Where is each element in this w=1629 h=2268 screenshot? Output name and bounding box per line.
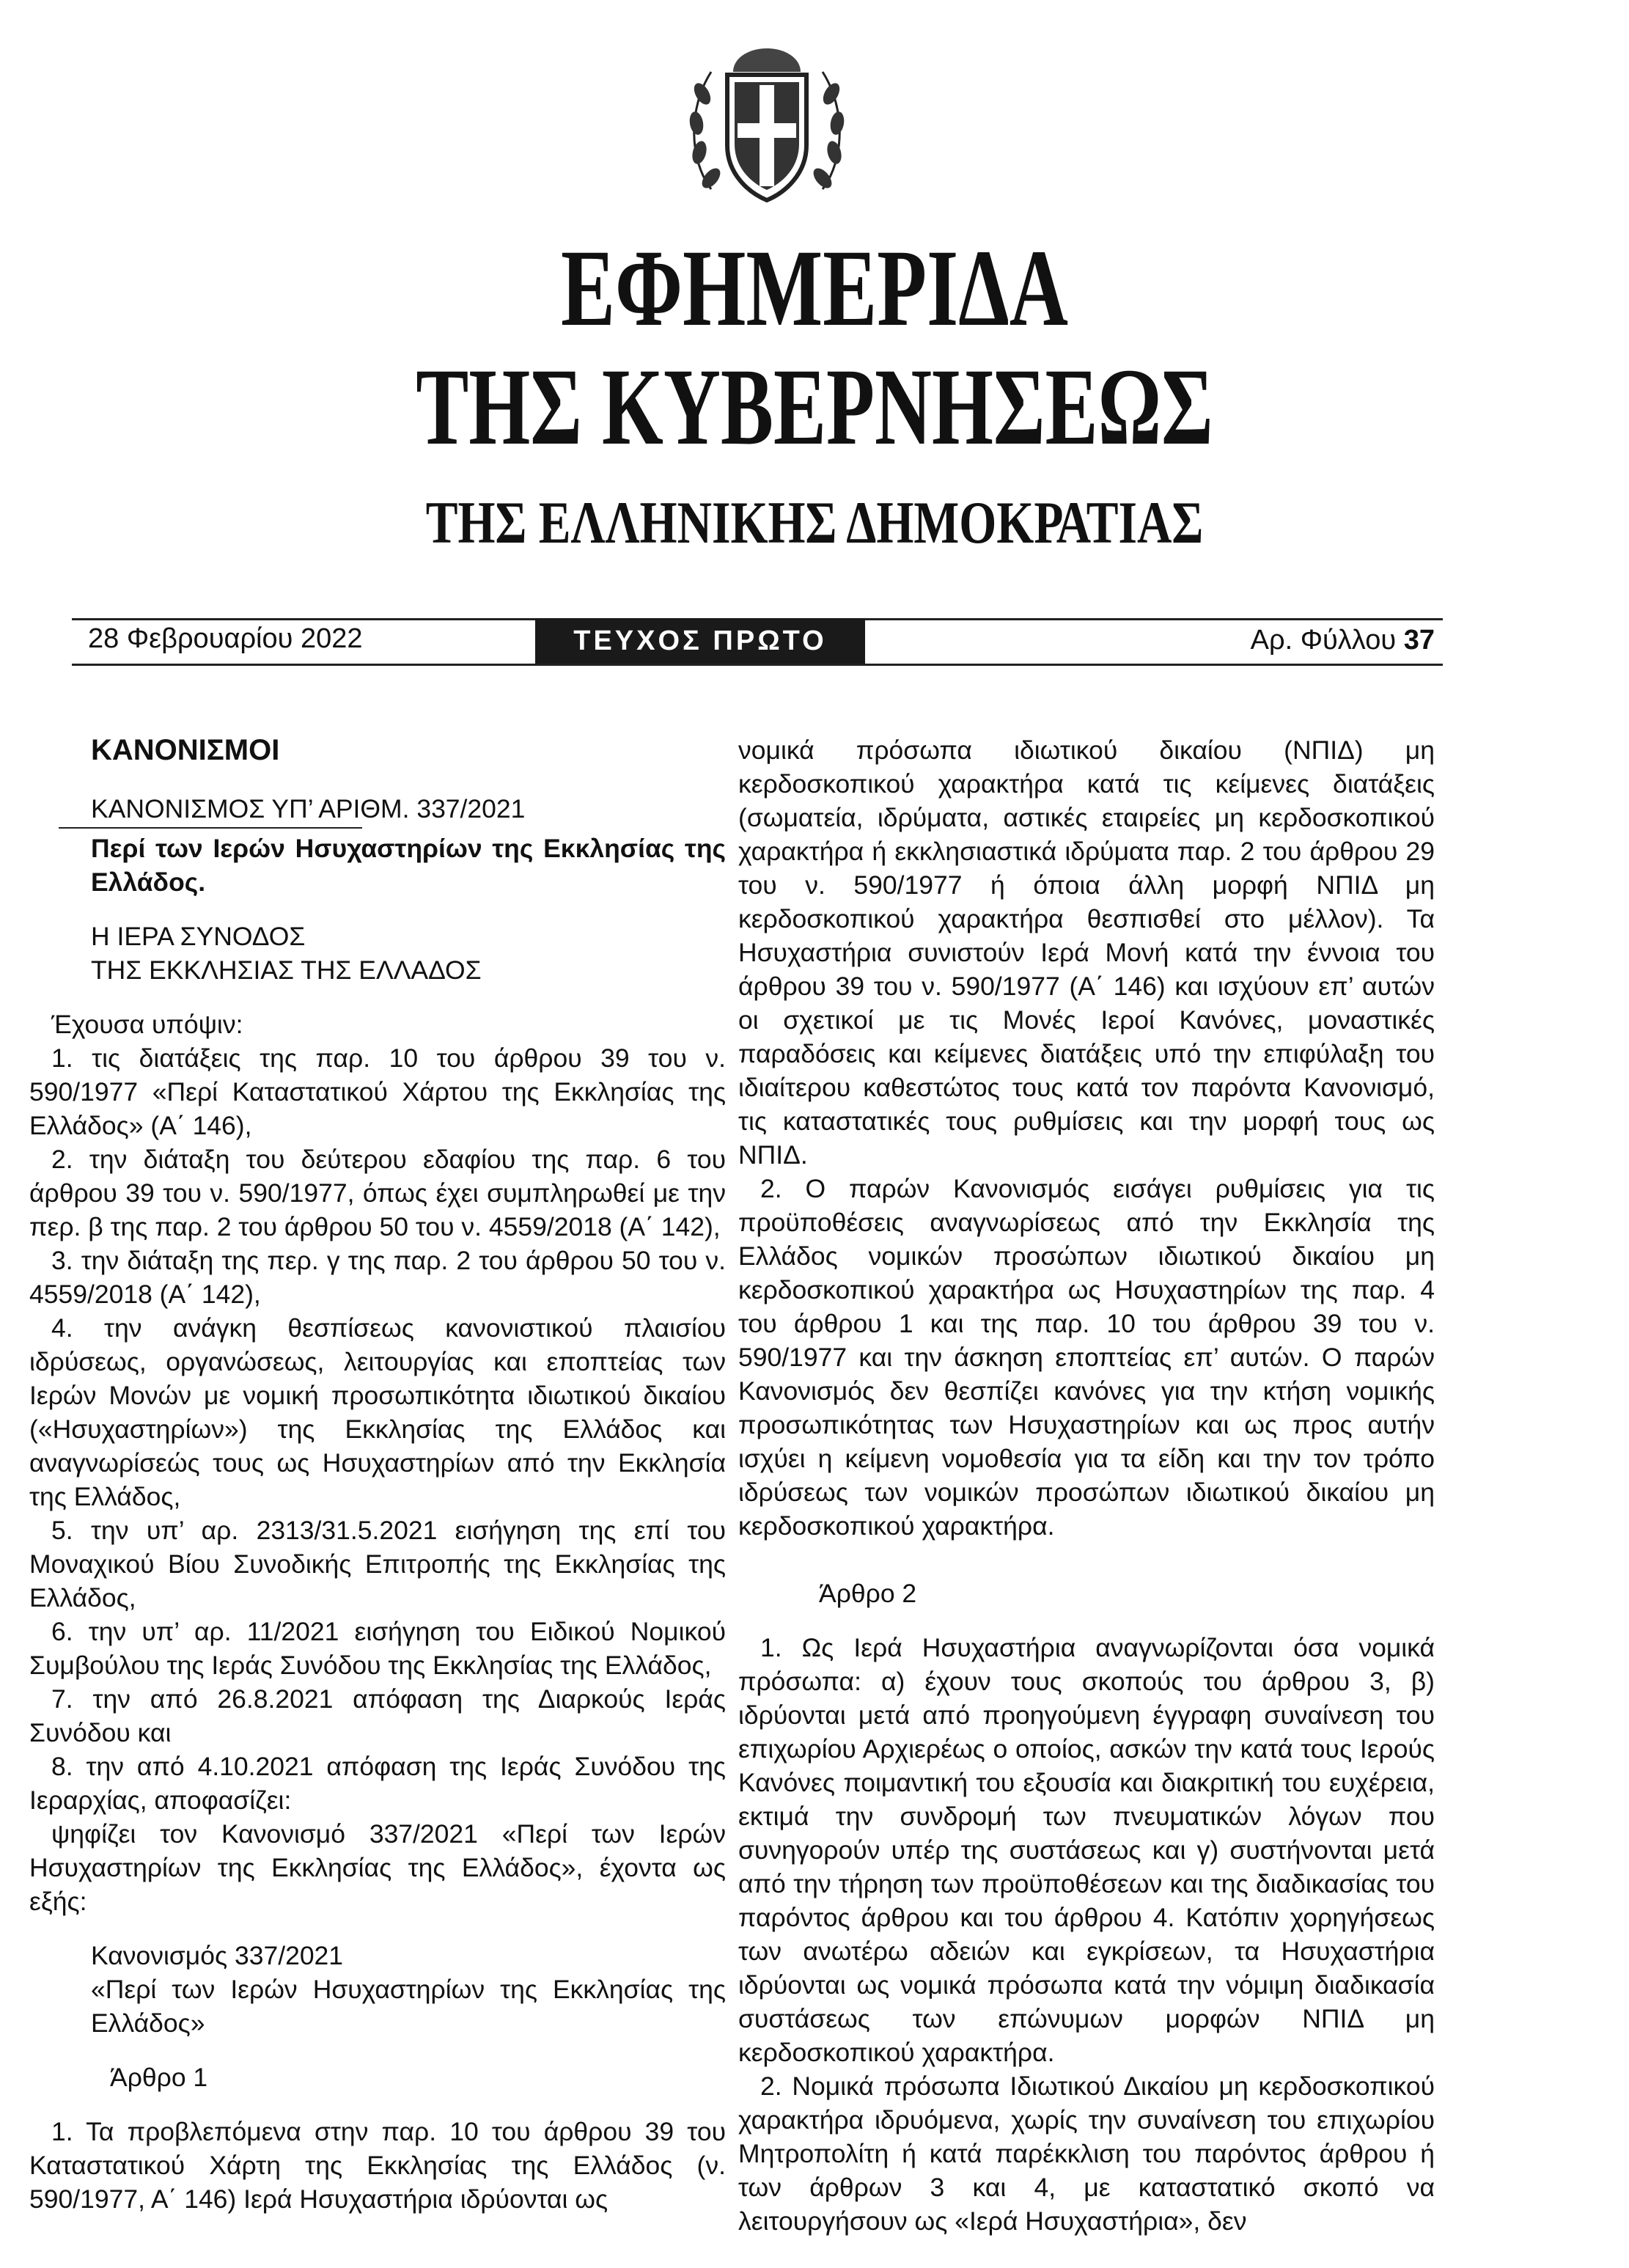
- considering-item-8: 8. την από 4.10.2021 απόφαση της Ιεράς Συνόδου της Ιεραρχίας, αποφασίζει:: [29, 1752, 726, 1815]
- issue-bar-bottom-rule: [72, 664, 1443, 666]
- article-1-paragraph-1-start: 1. Τα προβλεπόμενα στην παρ. 10 του άρθρου 39 του Καταστατικού Χάρτη της Εκκλησίας της Ελλάδος (ν. 590/1977, Α΄ 146) Ιερά Ησυχαστήρια ιδρύονται ως: [29, 2117, 726, 2214]
- masthead-title-line-2: ΤΗΣ ΚΥΒΕΡΝΗΣΕΩΣ: [416, 346, 1213, 468]
- issuer-line-2: ΤΗΣ ΕΚΚΛΗΣΙΑΣ ΤΗΣ ΕΛΛΑΔΟΣ: [91, 955, 482, 985]
- left-column: [29, 733, 726, 2216]
- issue-sheet-number: [1251, 625, 1435, 656]
- article-2-paragraph-1: 1. Ως Ιερά Ησυχαστήρια αναγνωρίζονται όσα νομικά πρόσωπα: α) έχουν τους σκοπούς του άρθρου 3, β) ιδρύονται μετά από προηγούμενη έγγραφη συναίνεση του επιχωρίου Αρχιερέως ο οποίος, ασκών την κατά τους Ιερούς Κανόνες ποιμαντική του εξουσία και διακριτική του ευχέρεια, εκτιμά την συνδρομή των πνευματικών λόγων που συνηγορούν υπέρ της συστάσεως και γ) συστήνονται μετά από την τήρηση των προϋποθέσεων και της διαδικασίας του παρόντος άρθρου και του άρθρου 4. Κατόπιν χορηγήσεως των ανωτέρω αδειών και εγκρίσεων, τα Ησυχαστήρια ιδρύονται ως νομικά πρόσωπα κατά την νόμιμη διαδικασία συστάσεως των επώνυμων μορφών ΝΠΙΔ μη κερδοσκοπικού χαρακτήρα.: [738, 1633, 1435, 2067]
- article-1-heading: Άρθρο 1: [110, 2063, 208, 2092]
- right-column: [738, 733, 1435, 2238]
- issue-sheet-label: Αρ. Φύλλου: [1250, 625, 1397, 656]
- masthead-subtitle: ΤΗΣ ΕΛΛΗΝΙΚΗΣ ΔΗΜΟΚΡΑΤΙΑΣ: [425, 489, 1204, 556]
- section-heading: ΚΑΝΟΝΙΣΜΟΙ: [91, 734, 280, 766]
- regulation-underline: [59, 827, 362, 829]
- article-2-paragraph-2-start: 2. Νομικά πρόσωπα Ιδιωτικού Δικαίου μη κερδοσκοπικού χαρακτήρα ιδρυόμενα, χωρίς την συναίνεση του επιχωρίου Μητροπολίτη ή κατά παρέκκλιση του παρόντος άρθρου ή των άρθρων 3 και 4, με καταστατικό σκοπό να λειτουργήσουν ως «Ιερά Ησυχαστήρια», δεν: [738, 2071, 1435, 2236]
- considering-item-7: 7. την από 26.8.2021 απόφαση της Διαρκούς Ιεράς Συνόδου και: [29, 1684, 726, 1747]
- considering-intro: Έχουσα υπόψιν:: [51, 1010, 243, 1039]
- considering-item-1: 1. τις διατάξεις της παρ. 10 του άρθρου 39 του ν. 590/1977 «Περί Καταστατικού Χάρτου της Εκκλησίας της Ελλάδος» (Α΄ 146),: [29, 1043, 726, 1140]
- masthead-title-line-1: ΕΦΗΜΕΡΙΔΑ: [561, 227, 1068, 349]
- regulation-subject: Περί των Ιερών Ησυχαστηρίων της Εκκλησίας της Ελλάδος.: [91, 834, 726, 897]
- issue-sheet-value: 37: [1403, 625, 1435, 656]
- regulation-title-line-2: «Περί των Ιερών Ησυχαστηρίων της Εκκλησίας της Ελλάδος»: [91, 1975, 726, 2038]
- article-2-heading: Άρθρο 2: [819, 1579, 917, 1608]
- article-1-paragraph-1-continued: νομικά πρόσωπα ιδιωτικού δικαίου (ΝΠΙΔ) μη κερδοσκοπικού χαρακτήρα κατά τις κείμενες διατάξεις (σωματεία, ιδρύματα, αστικές εταιρείες μη κερδοσκοπικού χαρακτήρα ή εκκλησιαστικά ιδρύματα παρ. 2 του άρθρου 29 του ν. 590/1977 ή όποια άλλη μορφή ΝΠΙΔ μη κερδοσκοπικού χαρακτήρα θεσπισθεί στο μέλλον). Τα Ησυχαστήρια συνιστούν Ιερά Μονή κατά την έννοια του άρθρου 39 του ν. 590/1977 (Α΄ 146) και ισχύουν επ’ αυτών οι σχετικοί με τις Μονές Ιεροί Κανόνες, μοναστικές παραδόσεις και κείμενες διατάξεις υπό την επιφύλαξη του ιδιαίτερου καθεστώτος τους κατά τον παρόντα Κανονισμό, τις καταστατικές τους ρυθμίσεις και την μορφή τους ως ΝΠΙΔ.: [738, 735, 1435, 1170]
- considering-item-5: 5. την υπ’ αρ. 2313/31.5.2021 εισήγηση της επί του Μοναχικού Βίου Συνοδικής Επιτροπής της Εκκλησίας της Ελλάδος,: [29, 1516, 726, 1612]
- issue-date: 28 Φεβρουαρίου 2022: [88, 623, 363, 654]
- article-1-paragraph-2: 2. Ο παρών Κανονισμός εισάγει ρυθμίσεις για τις προϋποθέσεις αναγνωρίσεως από την Εκκλησία της Ελλάδος νομικών προσώπων ιδιωτικού δικαίου μη κερδοσκοπικού χαρακτήρα ως Ησυχαστηρίων της παρ. 4 του άρθρου 1 και της παρ. 10 του άρθρου 39 του ν. 590/1977 και την άσκηση εποπτείας επ’ αυτών. Ο παρών Κανονισμός δεν θεσπίζει κανόνες για την κτήση νομικής προσωπικότητας των Ησυχαστηρίων και ως προς αυτήν ισχύει η κείμενη νομοθεσία για τα είδη και την τον τρόπο ιδρύσεως των νομικών προσώπων ιδιωτικού δικαίου μη κερδοσκοπικού χαρακτήρα.: [738, 1174, 1435, 1541]
- regulation-number: ΚΑΝΟΝΙΣΜΟΣ ΥΠ’ ΑΡΙΘΜ. 337/2021: [91, 794, 526, 823]
- regulation-title-line-1: Κανονισμός 337/2021: [91, 1941, 344, 1970]
- considering-item-4: 4. την ανάγκη θεσπίσεως κανονιστικού πλαισίου ιδρύσεως, οργανώσεως, λειτουργίας και εποπτείας των Ιερών Μονών με νομική προσωπικότητα ιδιωτικού δικαίου («Ησυχαστηρίων») της Εκκλησίας της Ελλάδος και αναγνωρίσεώς τους ως Ησυχαστηρίων από την Εκκλησία της Ελλάδος,: [29, 1313, 726, 1511]
- considering-item-3: 3. την διάταξη της περ. γ της παρ. 2 του άρθρου 50 του ν. 4559/2018 (Α΄ 142),: [29, 1246, 726, 1309]
- issue-series-badge: ΤΕΥΧΟΣ ΠΡΩΤΟ: [535, 618, 865, 664]
- resolution-text: ψηφίζει τον Κανονισμό 337/2021 «Περί των Ιερών Ησυχαστηρίων της Εκκλησίας της Ελλάδος», έχοντα ως εξής:: [29, 1819, 726, 1916]
- issuer-line-1: Η ΙΕΡΑ ΣΥΝΟΔΟΣ: [91, 922, 306, 951]
- considering-item-2: 2. την διάταξη του δεύτερου εδαφίου της παρ. 6 του άρθρου 39 του ν. 590/1977, όπως έχει συμπληρωθεί με την περ. β της παρ. 2 του άρθρου 50 του ν. 4559/2018 (Α΄ 142),: [29, 1145, 726, 1241]
- greek-coat-of-arms-icon: [682, 43, 852, 211]
- considering-item-6: 6. την υπ’ αρ. 11/2021 εισήγηση του Ειδικού Νομικού Συμβούλου της Ιεράς Συνόδου της Εκκλησίας της Ελλάδος,: [29, 1617, 726, 1680]
